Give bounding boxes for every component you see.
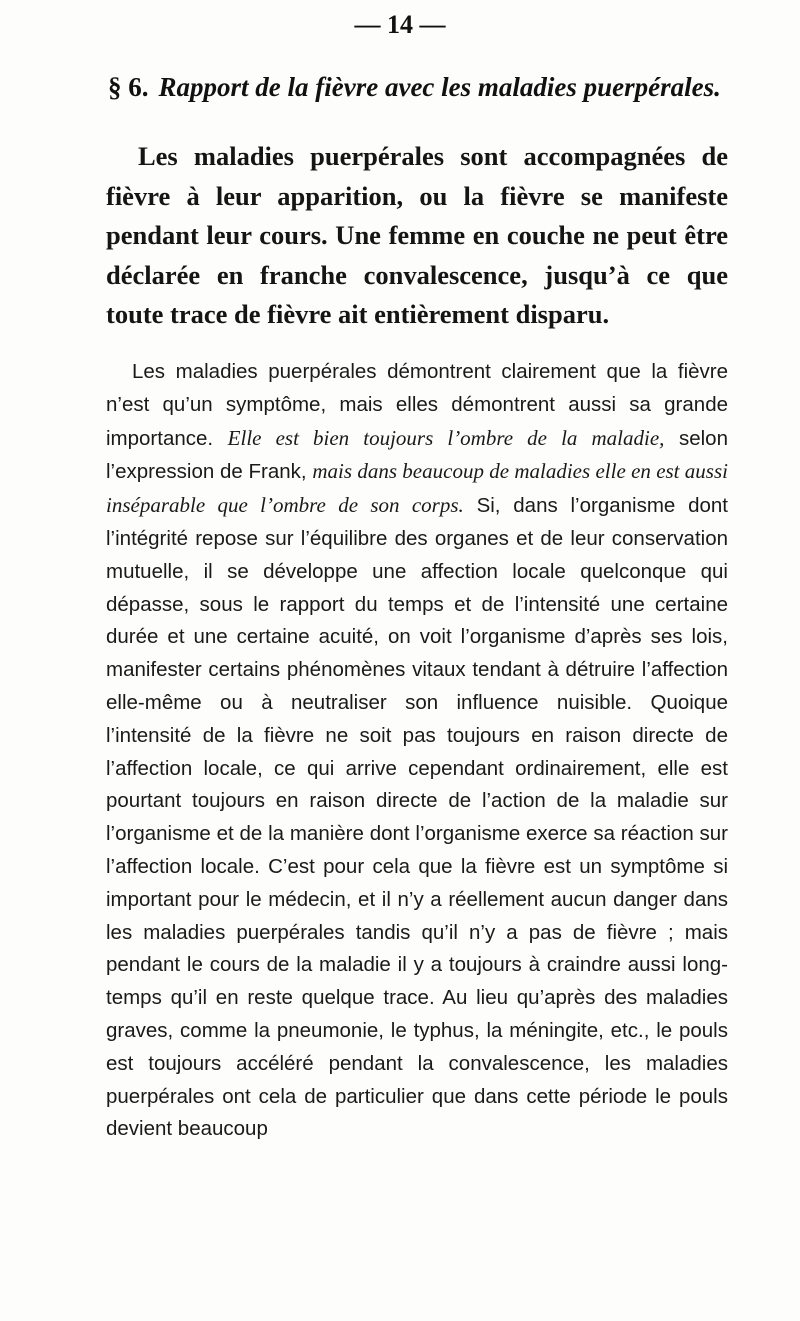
body-text-part-3: Si, dans l’organisme dont l’intégrité repose sur l’équilibre des organes et de leur conservation mutuelle, il se développe une affection locale quelconque qui dépasse, sous le rapport du temps et de l’intensité une certaine durée et une certaine acuité, on voit l’organisme d’après ses lois, manifester certains phénomènes vitaux tendant à détruire l’affection elle-même ou à neutraliser son influence nuisible. Quoique l’intensité de la fièvre ne soit pas toujours en raison directe de l’affection locale, ce qui arrive cependant ordinairement, elle est pourtant toujours en raison directe de l’action de la maladie sur l’organisme et de la manière dont l’organisme exerce sa réaction sur l’affection locale. C’est pour cela que la fièvre est un symptôme si important pour le médecin, et il n’y a réellement aucun danger dans les maladies puerpérales tandis qu’il n’y a pas de fièvre ; mais pendant le cours de la maladie il y a toujours à craindre aussi long-temps qu’il en reste quelque trace. Au lieu qu’après des maladies graves, comme la pneumonie, le typhus, la méningite, etc., le pouls est toujours accéléré pendant la convalescence, les maladies puerpérales ont cela de particulier que dans cette période le pouls devient beaucoup	[106, 494, 729, 1141]
body-quote-1: Elle est bien toujours l’ombre de la maladie,	[227, 425, 665, 450]
page-number: — 14 —	[354, 10, 446, 39]
body-text-part-1: Les maladies puerpérales démontrent clairement que la fièvre n’est qu’un symptôme, mais elles démontrent aussi sa grande importance.	[106, 360, 728, 450]
body-quote-2: mais dans beaucoup de maladies elle en est aussi inséparable que l’ombre de son corps.	[106, 459, 728, 518]
body-text-part-2: selon l’expression de Frank,	[106, 426, 728, 484]
section-number: § 6.	[108, 72, 149, 102]
body-text-block	[106, 356, 728, 1146]
section-heading	[108, 72, 768, 103]
section-title: Rapport de la fièvre avec les maladies puerpérales.	[158, 72, 721, 102]
lead-paragraph: Les maladies puerpérales sont accompagnées de fièvre à leur apparition, ou la fièvre se manifeste pendant leur cours. Une femme en couche ne peut être déclarée en franche convalescence, jusqu’à ce que toute trace de fièvre ait entièrement disparu.	[106, 141, 728, 329]
lead-paragraph-block	[106, 137, 728, 335]
body-paragraph	[106, 356, 728, 1146]
